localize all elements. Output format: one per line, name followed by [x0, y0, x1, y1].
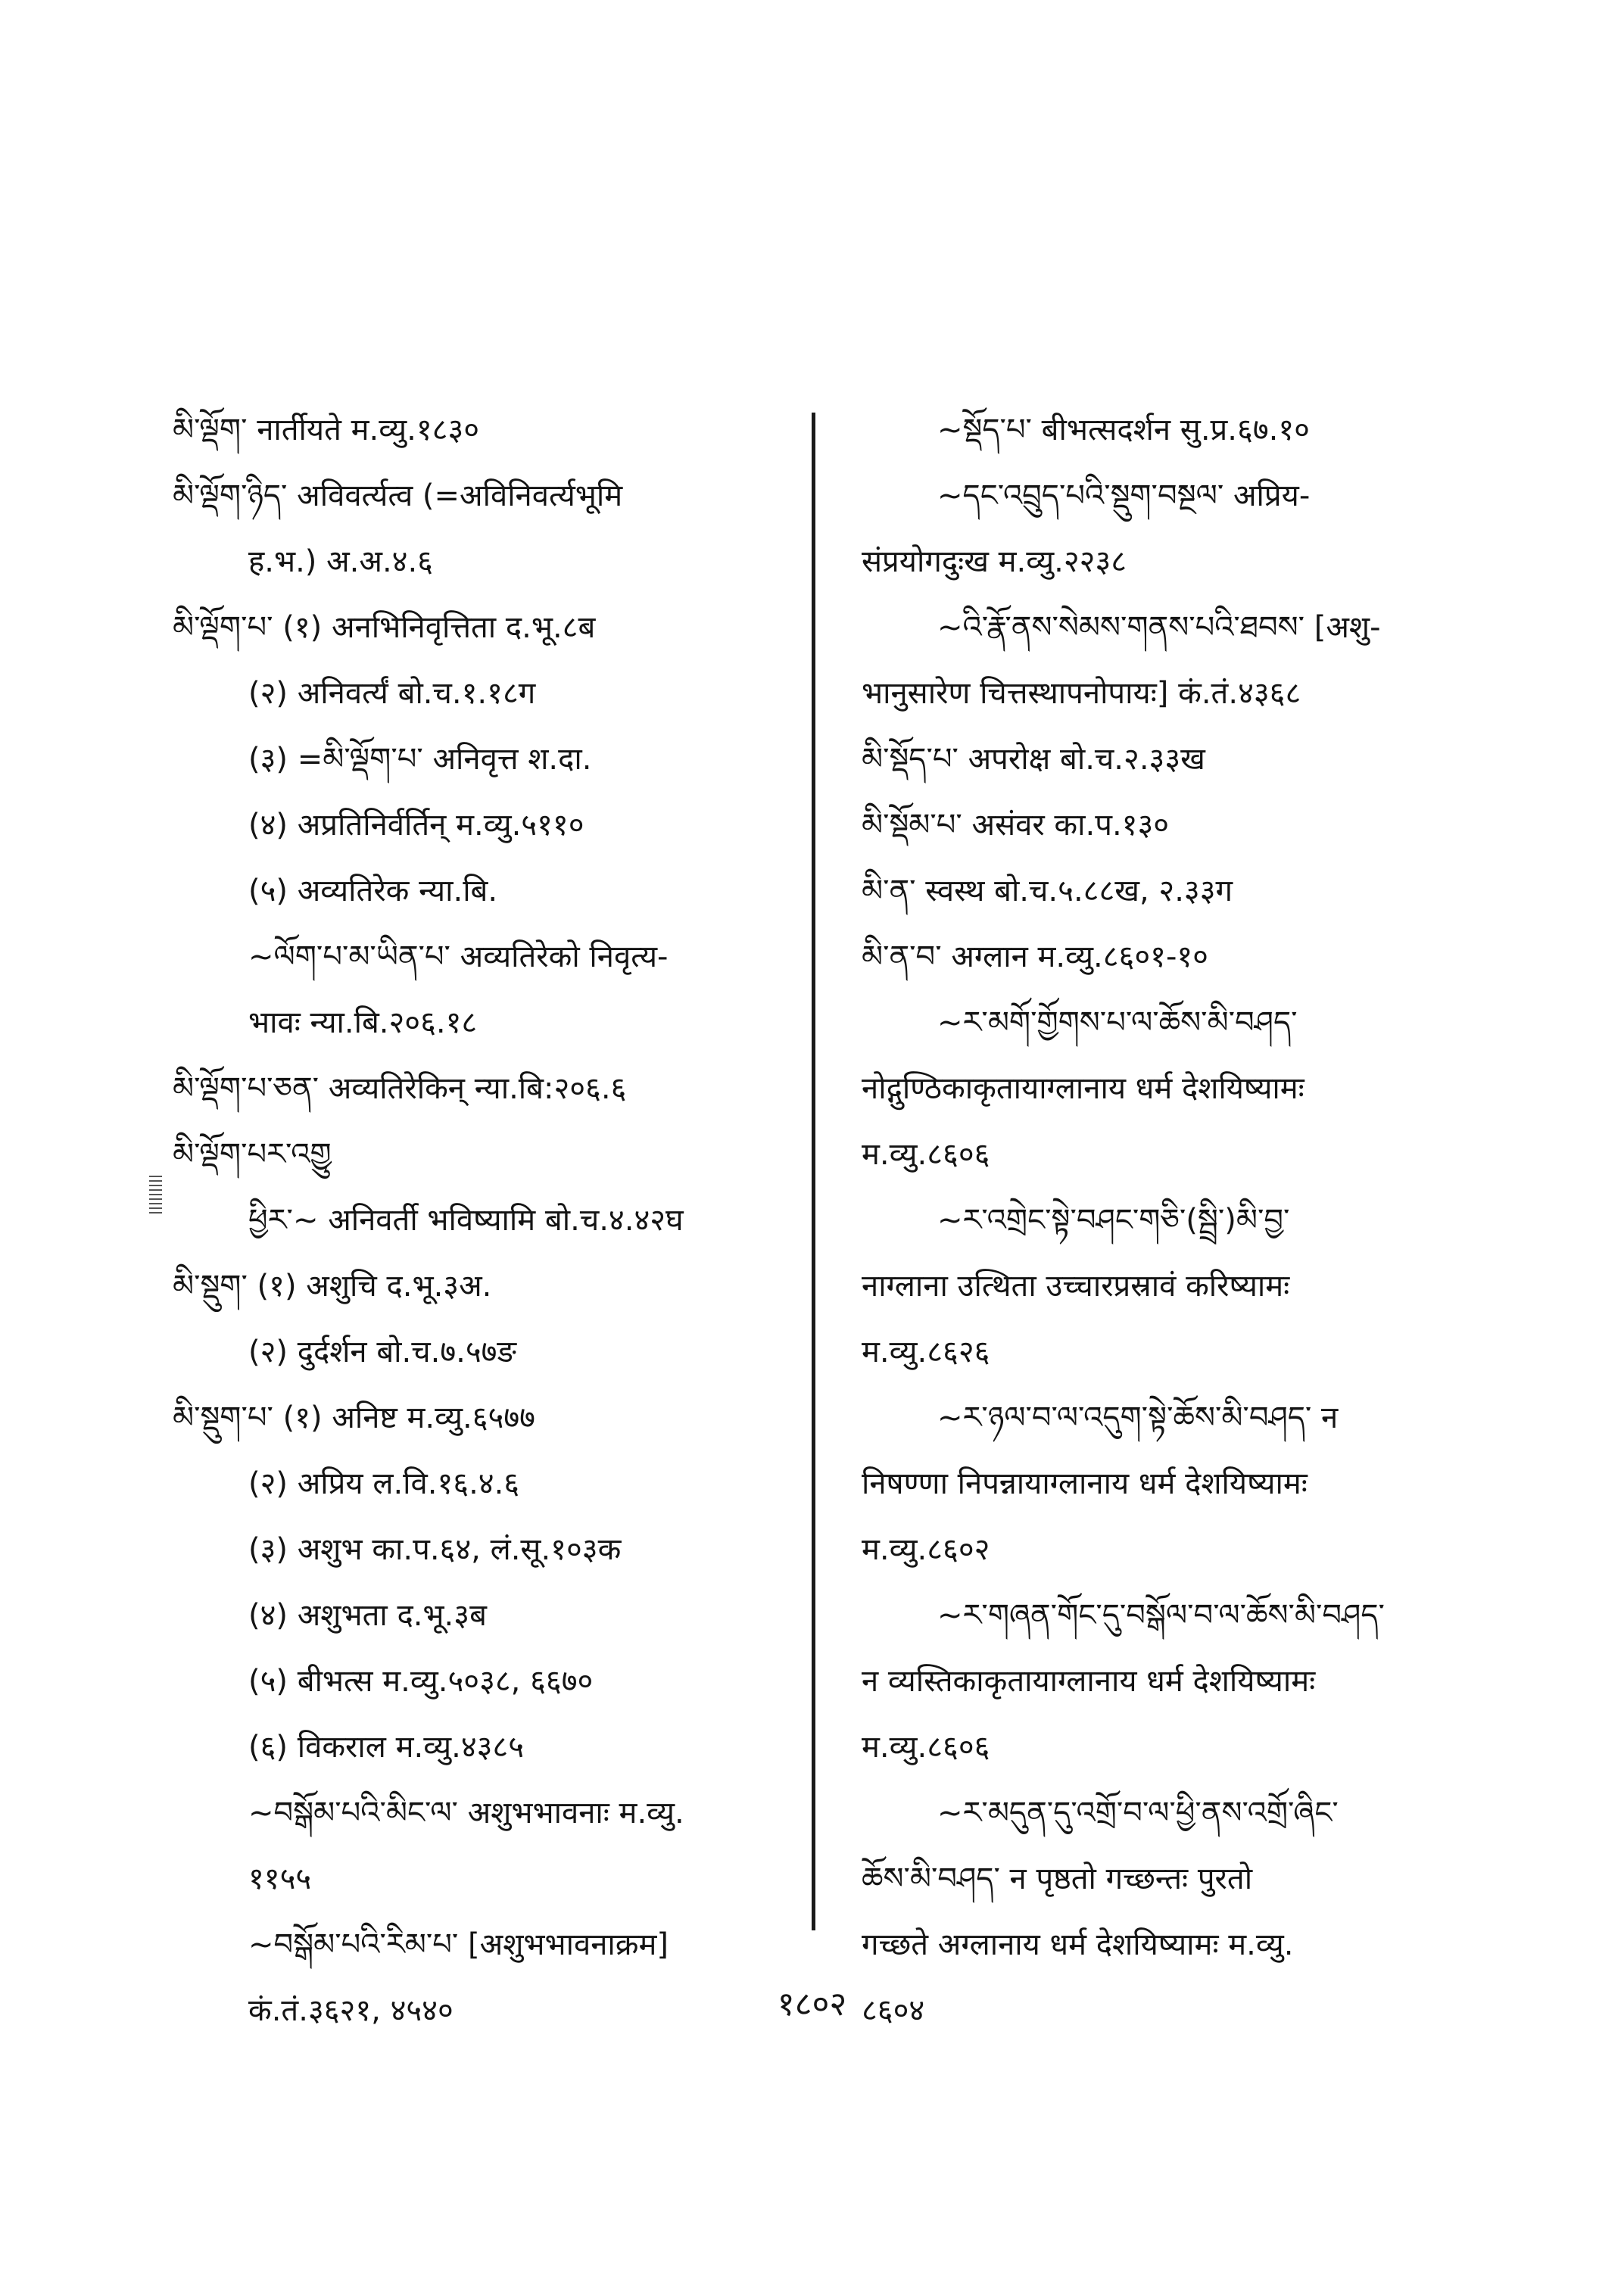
entry-line: ८६०४ — [862, 1993, 925, 2028]
entry-line: (४) अशुभता द.भू.३ब — [248, 1598, 487, 1633]
entry-line: (५) बीभत्स म.व्यु.५०३८, ६६७० — [248, 1664, 594, 1699]
entry-line: भानुसारेण चित्तस्थापनोपायः] कं.तं.४३६८ — [862, 676, 1301, 711]
entry-line: མི་ལྡོག་པར་འགྱུ — [173, 1137, 332, 1172]
entry-line: नाग्लाना उत्थिता उच्चारप्रस्रावं करिष्यामः — [862, 1269, 1290, 1304]
entry-line: म.व्यु.८६०६ — [862, 1137, 990, 1172]
entry-line: नोद्गुण्ठिकाकृतायाग्लानाय धर्म देशयिष्यामः — [862, 1071, 1304, 1106]
entry-line: (३) =མི་ལྡོག་པ་ अनिवृत्त श.दा. — [248, 742, 592, 777]
entry-line: ~འི་རྣོ་ནས་སེམས་གནས་པའི་ཐབས་ [अशु- — [937, 610, 1381, 645]
entry-line: མི་ལྡོག་ नार्तीयते म.व्यु.१८३० — [173, 413, 480, 447]
entry-line: ~ལོག་པ་མ་ཡིན་པ་ अव्यतिरेको निवृत्य- — [248, 939, 669, 974]
entry-line: गच्छते अग्लानाय धर्म देशयिष्यामः म.व्यु. — [862, 1927, 1294, 1962]
entry-line: निषण्णा निपन्नायाग्लानाय धर्म देशयिष्यामः — [862, 1466, 1308, 1501]
entry-line: མི་སྡོམ་པ་ असंवर का.प.१३० — [862, 808, 1170, 843]
entry-line: ~ར་ཉལ་བ་ལ་འདུག་སྟེ་ཆོས་མི་བཤད་ न — [937, 1400, 1339, 1435]
entry-line: ཕྱིར་~ अनिवर्ती भविष्यामि बो.च.४.४२घ — [248, 1203, 684, 1238]
entry-line: ह.भ.) अ.अ.४.६ — [248, 544, 433, 579]
entry-line: མི་སྡུག་པ་ (१) अनिष्ट म.व्यु.६५७७ — [173, 1400, 535, 1435]
entry-line: संप्रयोगदुःख म.व्यु.२२३८ — [862, 544, 1127, 579]
entry-line: མི་ལྡོག་པ་ཅན་ अव्यतिरेकिन् न्या.बि:२०६.६ — [173, 1071, 627, 1106]
entry-line: ~སྡོད་པ་ बीभत्सदर्शन सु.प्र.६७.१० — [937, 413, 1310, 447]
entry-line: (५) अव्यतिरेक न्या.बि. — [248, 874, 498, 908]
entry-line: (६) विकराल म.व्यु.४३८५ — [248, 1730, 525, 1765]
entry-line: ~ར་གཞན་གོང་དུ་བསྒོལ་བ་ལ་ཆོས་མི་བཤད་ — [937, 1598, 1385, 1633]
entry-line: म.व्यु.८६०२ — [862, 1532, 990, 1567]
entry-line: ११५५ — [248, 1862, 312, 1896]
column-divider — [812, 413, 815, 1930]
entry-line: མི་ལྡོག་ཉིད་ अविवर्त्यत्व (=अविनिवर्त्यभूमि — [173, 478, 623, 513]
entry-line: न व्यस्तिकाकृतायाग्लानाय धर्म देशयिष्यामः — [862, 1664, 1316, 1699]
entry-line: (३) अशुभ का.प.६४, लं.सू.१०३क — [248, 1532, 622, 1567]
margin-tick-mark — [149, 1176, 162, 1213]
entry-line: (२) अनिवर्त्यं बो.च.१.१८ग — [248, 676, 536, 711]
entry-line: ~བསྒོམ་པའི་རིམ་པ་ [अशुभभावनाक्रम] — [248, 1927, 669, 1962]
entry-line: ཆོས་མི་བཤད་ न पृष्ठतो गच्छन्तः पुरतो — [862, 1862, 1253, 1896]
entry-line: (४) अप्रतिनिर्वर्तिन् म.व्यु.५११० — [248, 808, 584, 843]
entry-line: མི་ལྡོག་པ་ (१) अनभिनिवृत्तिता द.भू.८ब — [173, 610, 596, 645]
entry-line: ~དང་འབྲུད་པའི་སྡུག་བསྔལ་ अप्रिय- — [937, 478, 1311, 513]
entry-line: (२) दुर्दर्शन बो.च.७.५७ङ — [248, 1335, 516, 1369]
entry-line: མི་སྡུག་ (१) अशुचि द.भू.३अ. — [173, 1269, 492, 1304]
entry-line: ~བསྒོམ་པའི་མིང་ལ་ अशुभभावनाः म.व्यु. — [248, 1796, 684, 1830]
page-number: १८०२ — [777, 1985, 847, 2024]
entry-line: म.व्यु.८६०६ — [862, 1730, 990, 1765]
entry-line: མི་ན་བ་ अग्लान म.व्यु.८६०१-१० — [862, 939, 1208, 974]
left-column — [173, 397, 793, 2044]
entry-line: མི་ན་ स्वस्थ बो.च.५.८८ख, २.३३ग — [862, 874, 1233, 908]
entry-line: म.व्यु.८६२६ — [862, 1335, 990, 1369]
entry-line: (२) अप्रिय ल.वि.१६.४.६ — [248, 1466, 520, 1501]
entry-line: ~ར་མདུན་དུ་འགྲོ་བ་ལ་ཕྱི་ནས་འགྲོ་ཞིང་ — [937, 1796, 1339, 1830]
entry-line: མི་སྡོད་པ་ अपरोक्ष बो.च.२.३३ख — [862, 742, 1205, 777]
entry-line: ~ར་མགོ་གྱོགས་པ་ལ་ཆོས་མི་བཤད་ — [937, 1005, 1298, 1040]
entry-line: कं.तं.३६२१, ४५४० — [248, 1993, 454, 2028]
entry-line: ~ར་འགྲེང་སྟེ་བཤང་གཅི་(སྦྲི་)མི་བྱ་ — [937, 1203, 1290, 1238]
right-column — [862, 397, 1482, 2044]
entry-line: भावः न्या.बि.२०६.१८ — [248, 1005, 478, 1040]
